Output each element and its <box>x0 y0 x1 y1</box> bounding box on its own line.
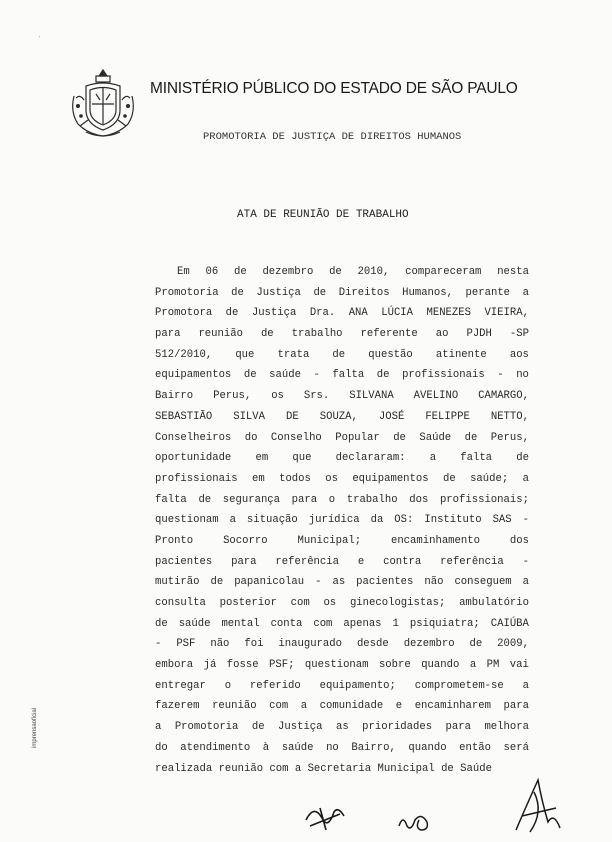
body-line: de saúde mental conta com apenas 1 psiquiatra; CAIÚBA <box>155 617 529 630</box>
document-title: ATA DE REUNIÃO DE TRABALHO <box>237 209 409 221</box>
department-heading: PROMOTORIA DE JUSTIÇA DE DIREITOS HUMANOS <box>203 131 462 143</box>
body-line: Bairro Perus, os Srs. SILVANA AVELINO CAMARGO, <box>155 390 529 403</box>
body-line: fazerem reunião com a comunidade e encaminharem para <box>155 700 529 713</box>
body-line: questionam a situação jurídica da OS: Instituto SAS - <box>155 514 529 527</box>
body-line: pacientes para referência e contra referência - <box>155 555 529 568</box>
signature-3-icon <box>508 772 572 836</box>
body-line: Em 06 de dezembro de 2010, compareceram nesta <box>177 266 529 278</box>
body-line: do atendimento à saúde no Bairro, quando então será <box>155 741 529 754</box>
body-line: falta de segurança para o trabalho dos profissionais; <box>155 493 529 506</box>
document-body <box>155 262 529 779</box>
body-line: Pronto Socorro Municipal; encaminhamento dos <box>155 534 529 547</box>
body-line: Conselheiros do Conselho Popular de Saúde de Perus, <box>155 431 529 444</box>
body-line: realizada reunião com a Secretaria Municipal de Saúde <box>155 762 492 775</box>
body-line: oportunidade em que declararam: a falta de <box>155 452 529 465</box>
body-line: equipamentos de saúde - falta de profissionais - no <box>155 369 529 382</box>
margin-note: imprensaoficial <box>32 707 38 748</box>
body-line: a Promotoria de Justiça as prioridades para melhora <box>155 721 529 734</box>
body-line: Promotoria de Justiça de Direitos Humanos, perante a <box>155 286 529 299</box>
body-line: consulta posterior com os ginecologistas; ambulatório <box>155 597 529 609</box>
institution-heading: MINISTÉRIO PÚBLICO DO ESTADO DE SÃO PAULO <box>150 80 518 97</box>
body-line: para reunião de trabalho referente ao PJDH -SP <box>155 328 529 341</box>
body-line: mutirão de papanicolau - as pacientes não conseguem a <box>155 576 529 589</box>
signature-2-icon <box>395 808 435 836</box>
body-line: embora já fosse PSF; questionam sobre quando a PM vai <box>155 659 529 672</box>
signature-1-icon <box>300 800 360 834</box>
body-line: - PSF não foi inaugurado desde dezembro de 2009, <box>155 638 529 651</box>
body-line: 512/2010, que trata de questão atinente aos <box>155 348 529 361</box>
coat-of-arms-icon <box>66 66 140 140</box>
body-line: SEBASTIÃO SILVA DE SOUZA, JOSÉ FELIPPE NETTO, <box>155 410 529 423</box>
body-line: entregar o referido equipamento; comprometem-se a <box>155 679 529 692</box>
body-line: profissionais em todos os equipamentos de saúde; a <box>155 472 529 485</box>
scan-mark: · <box>38 32 41 41</box>
body-line: Promotora de Justiça Dra. ANA LÚCIA MENEZES VIEIRA, <box>155 307 529 320</box>
